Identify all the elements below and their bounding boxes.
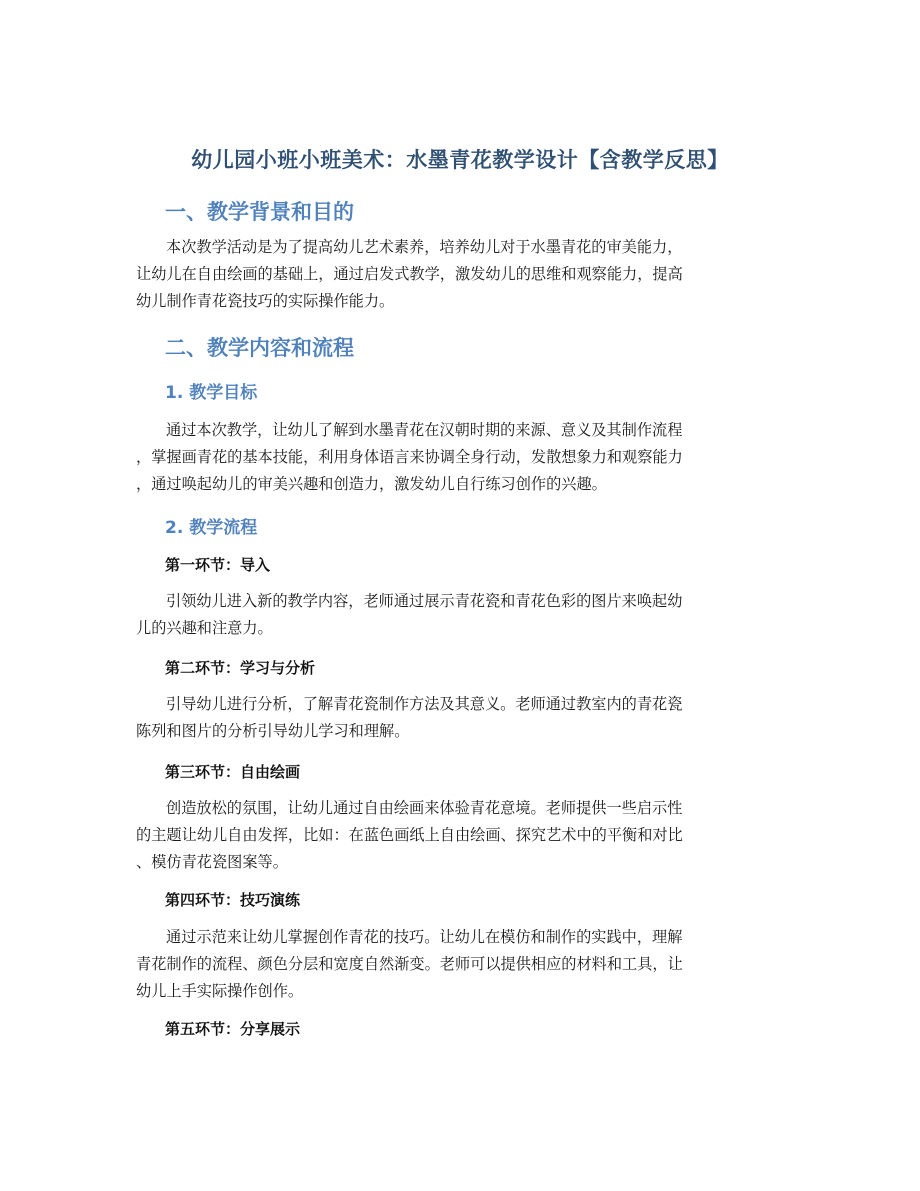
text-line: 让幼儿在自由绘画的基础上，通过启发式教学，激发幼儿的思维和观察能力，提高: [136, 265, 683, 283]
section-heading-content: 二、教学内容和流程: [165, 336, 354, 360]
text-line: 陈列和图片的分析引导幼儿学习和理解。: [136, 722, 410, 740]
step-heading-5: 第五环节：分享展示: [165, 1020, 301, 1038]
text-line: 的主题让幼儿自由发挥，比如：在蓝色画纸上自由绘画、探究艺术中的平衡和对比: [136, 826, 683, 844]
text-line: 引导幼儿进行分析，了解青花瓷制作方法及其意义。老师通过教室内的青花瓷: [166, 695, 683, 713]
page-title: 幼儿园小班小班美术：水墨青花教学设计【含教学反思】: [191, 148, 729, 172]
text-line: ，通过唤起幼儿的审美兴趣和创造力，激发幼儿自行练习创作的兴趣。: [136, 475, 607, 493]
step-heading-3: 第三环节：自由绘画: [165, 763, 301, 781]
text-line: 创造放松的氛围，让幼儿通过自由绘画来体验青花意境。老师提供一些启示性: [166, 799, 683, 817]
paragraph-step-3: [136, 795, 786, 876]
paragraph-step-4: [136, 924, 786, 1005]
text-line: ，掌握画青花的基本技能，利用身体语言来协调全身行动，发散想象力和观察能力: [136, 448, 683, 466]
step-heading-1: 第一环节：导入: [165, 556, 271, 574]
paragraph-background: [136, 234, 786, 315]
section-heading-background: 一、教学背景和目的: [165, 200, 354, 224]
text-line: 青花制作的流程、颜色分层和宽度自然渐变。老师可以提供相应的材料和工具，让: [136, 955, 683, 973]
subsection-heading-goal: 1. 教学目标: [165, 383, 258, 403]
subsection-heading-flow: 2. 教学流程: [165, 518, 258, 538]
text-line: 通过本次教学，让幼儿了解到水墨青花在汉朝时期的来源、意义及其制作流程: [166, 421, 683, 439]
text-line: 幼儿制作青花瓷技巧的实际操作能力。: [136, 292, 395, 310]
step-heading-2: 第二环节：学习与分析: [165, 659, 316, 677]
paragraph-step-2: [136, 691, 786, 745]
paragraph-goal: [136, 417, 786, 498]
text-line: 幼儿上手实际操作创作。: [136, 982, 304, 1000]
paragraph-step-1: [136, 588, 786, 642]
step-heading-4: 第四环节：技巧演练: [165, 891, 301, 909]
text-line: 通过示范来让幼儿掌握创作青花的技巧。让幼儿在模仿和制作的实践中，理解: [166, 928, 683, 946]
text-line: 引领幼儿进入新的教学内容，老师通过展示青花瓷和青花色彩的图片来唤起幼: [166, 592, 683, 610]
text-line: 、模仿青花瓷图案等。: [136, 853, 288, 871]
text-line: 儿的兴趣和注意力。: [136, 619, 273, 637]
text-line: 本次教学活动是为了提高幼儿艺术素养，培养幼儿对于水墨青花的审美能力，: [166, 238, 683, 256]
